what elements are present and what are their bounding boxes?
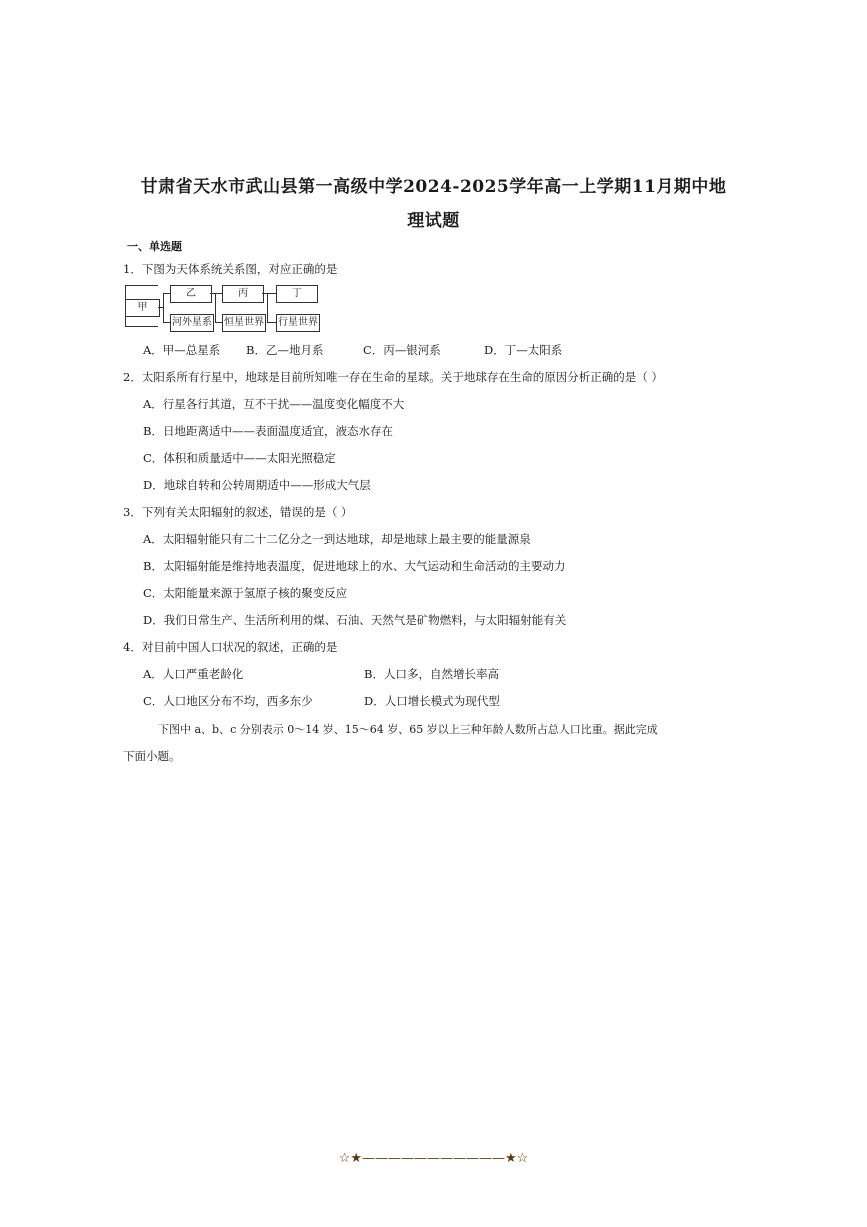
diagram-connector xyxy=(215,293,222,294)
question-3-option-c: C．太阳能量来源于氢原子核的聚变反应 xyxy=(143,586,348,600)
diagram-box-ding: 丁 xyxy=(276,285,318,303)
question-3-option-b: B．太阳辐射能是维持地表温度，促进地球上的水、大气运动和生命活动的主要动力 xyxy=(143,559,566,573)
diagram-connector xyxy=(163,322,170,323)
document-title-line2: 理试题 xyxy=(407,211,460,231)
diagram-box-sub2: 恒星世界 xyxy=(222,314,266,332)
diagram-connector xyxy=(267,293,276,294)
material-text-line1: 下图中 a、b、c 分别表示 0～14 岁、15～64 岁、65 岁以上三种年龄人数所占总人口比重。据此完成 xyxy=(158,723,658,736)
diagram-box-sub1: 河外星系 xyxy=(170,314,214,332)
diagram-top-line xyxy=(125,285,158,286)
diagram-bottom-line xyxy=(125,326,158,327)
question-4-option-c: C．人口地区分布不均，西多东少 xyxy=(143,694,313,708)
diagram-connector xyxy=(163,293,170,294)
question-2-stem: 2．太阳系所有行星中，地球是目前所知唯一存在生命的星球。关于地球存在生命的原因分析正确的是（ ） xyxy=(123,370,663,384)
diagram-box-yi: 乙 xyxy=(170,285,212,303)
question-3-option-d: D．我们日常生产、生活所利用的煤、石油、天然气是矿物燃料，与太阳辐射能有关 xyxy=(143,613,567,627)
document-title-line1: 甘肃省天水市武山县第一高级中学2024-2025学年高一上学期11月期中地 xyxy=(140,177,727,197)
diagram-connector xyxy=(267,293,268,323)
question-4-option-d: D．人口增长模式为现代型 xyxy=(364,694,500,708)
question-4-option-b: B．人口多，自然增长率高 xyxy=(364,667,499,681)
question-1-option-a: A．甲—总星系 xyxy=(143,343,221,357)
question-1-option-d: D．丁—太阳系 xyxy=(484,343,563,357)
question-1-option-c: C．丙—银河系 xyxy=(363,343,441,357)
question-1-option-b: B．乙—地月系 xyxy=(246,343,324,357)
diagram-connector xyxy=(163,293,164,323)
question-4-option-a: A．人口严重老龄化 xyxy=(143,667,244,681)
question-2-option-d: D．地球自转和公转周期适中——形成大气层 xyxy=(143,478,371,492)
question-1-stem: 1．下图为天体系统关系图，对应正确的是 xyxy=(123,262,338,276)
material-text-line2: 下面小题。 xyxy=(123,749,181,763)
diagram-box-sub3: 行星世界 xyxy=(276,314,320,332)
question-2-option-a: A．行星各行其道，互不干扰——温度变化幅度不大 xyxy=(143,397,405,411)
section-heading: 一、单选题 xyxy=(127,240,182,253)
question-2-option-c: C．体积和质量适中——太阳光照稳定 xyxy=(143,451,336,465)
question-2-option-b: B．日地距离适中——表面温度适宜，液态水存在 xyxy=(143,424,393,438)
diagram-connector xyxy=(267,322,276,323)
question-3-stem: 3．下列有关太阳辐射的叙述，错误的是（ ） xyxy=(123,505,353,519)
diagram-connector xyxy=(215,322,222,323)
question-4-stem: 4．对目前中国人口状况的叙述，正确的是 xyxy=(123,640,338,654)
diagram-box-bing: 丙 xyxy=(222,285,264,303)
diagram-box-jia: 甲 xyxy=(125,299,160,317)
diagram-connector xyxy=(215,293,216,323)
question-3-option-a: A．太阳辐射能只有二十二亿分之一到达地球，却是地球上最主要的能量源泉 xyxy=(143,532,531,546)
page-footer-ornament: ☆★———————————★☆ xyxy=(338,1151,529,1166)
